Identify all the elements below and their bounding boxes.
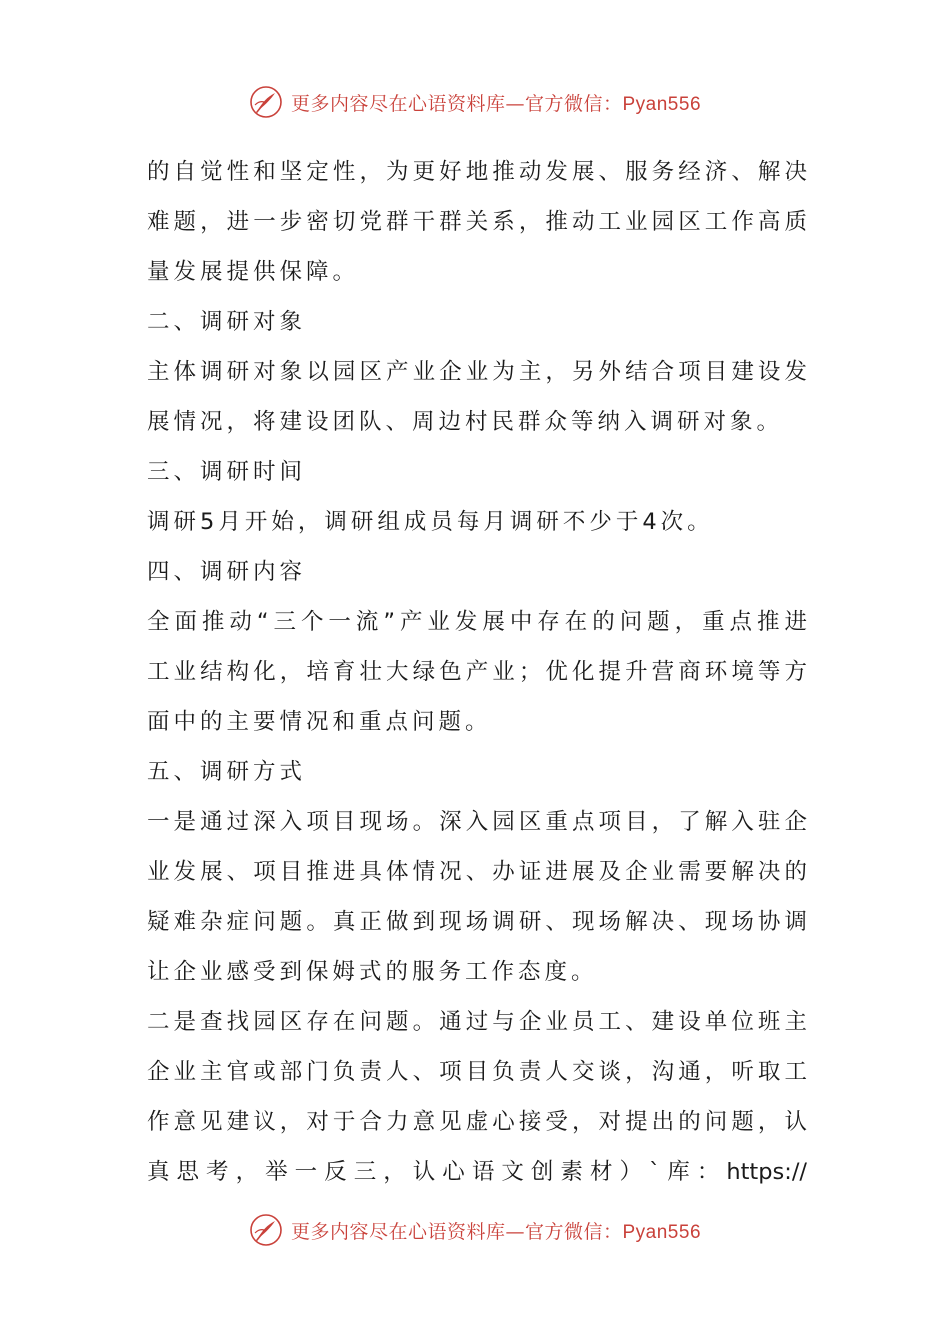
text-line: 难题，进一步密切党群干群关系，推动工业园区工作高质 [147,209,807,235]
watermark-text: 更多内容尽在心语资料库—官方微信：Pyan556 [290,92,702,115]
quill-logo-icon [249,85,283,119]
text-line: 量发展提供保障。 [147,259,360,285]
watermark-text: 更多内容尽在心语资料库—官方微信：Pyan556 [290,1220,702,1243]
text-line: 让企业感受到保姆式的服务工作态度。 [147,959,598,985]
section-heading: 二、调研对象 [147,309,307,335]
text-line: 一是通过深入项目现场。深入园区重点项目，了解入驻企 [147,809,807,835]
text-line: 工业结构化，培育壮大绿色产业；优化提升营商环境等方 [147,659,807,685]
text-line: 企业主官或部门负责人、项目负责人交谈，沟通，听取工 [147,1059,807,1085]
header-watermark [0,80,950,124]
document-body [147,147,807,1197]
text-line: 面中的主要情况和重点问题。 [147,709,492,735]
text-line: 二是查找园区存在问题。通过与企业员工、建设单位班主 [147,1009,807,1035]
text-line: 疑难杂症问题。真正做到现场调研、现场解决、现场协调 [147,909,807,935]
text-line: 的自觉性和坚定性，为更好地推动发展、服务经济、解决 [147,159,807,185]
section-heading: 五、调研方式 [147,759,307,785]
section-heading: 三、调研时间 [147,459,307,485]
text-line: 作意见建议，对于合力意见虚心接受，对提出的问题，认 [147,1109,807,1135]
quill-logo-icon [249,1213,283,1247]
text-line: 全面推动“三个一流”产业发展中存在的问题，重点推进 [147,609,807,635]
section-heading: 四、调研内容 [147,559,307,585]
text-line: 真思考，举一反三，认心语文创素材）`库：https:// [147,1159,807,1185]
footer-watermark [0,1208,950,1252]
text-line: 展情况，将建设团队、周边村民群众等纳入调研对象。 [147,409,784,435]
text-line: 调研5月开始，调研组成员每月调研不少于4次。 [147,509,714,535]
text-line: 主体调研对象以园区产业企业为主，另外结合项目建设发 [147,359,807,385]
text-line: 业发展、项目推进具体情况、办证进展及企业需要解决的 [147,859,807,885]
